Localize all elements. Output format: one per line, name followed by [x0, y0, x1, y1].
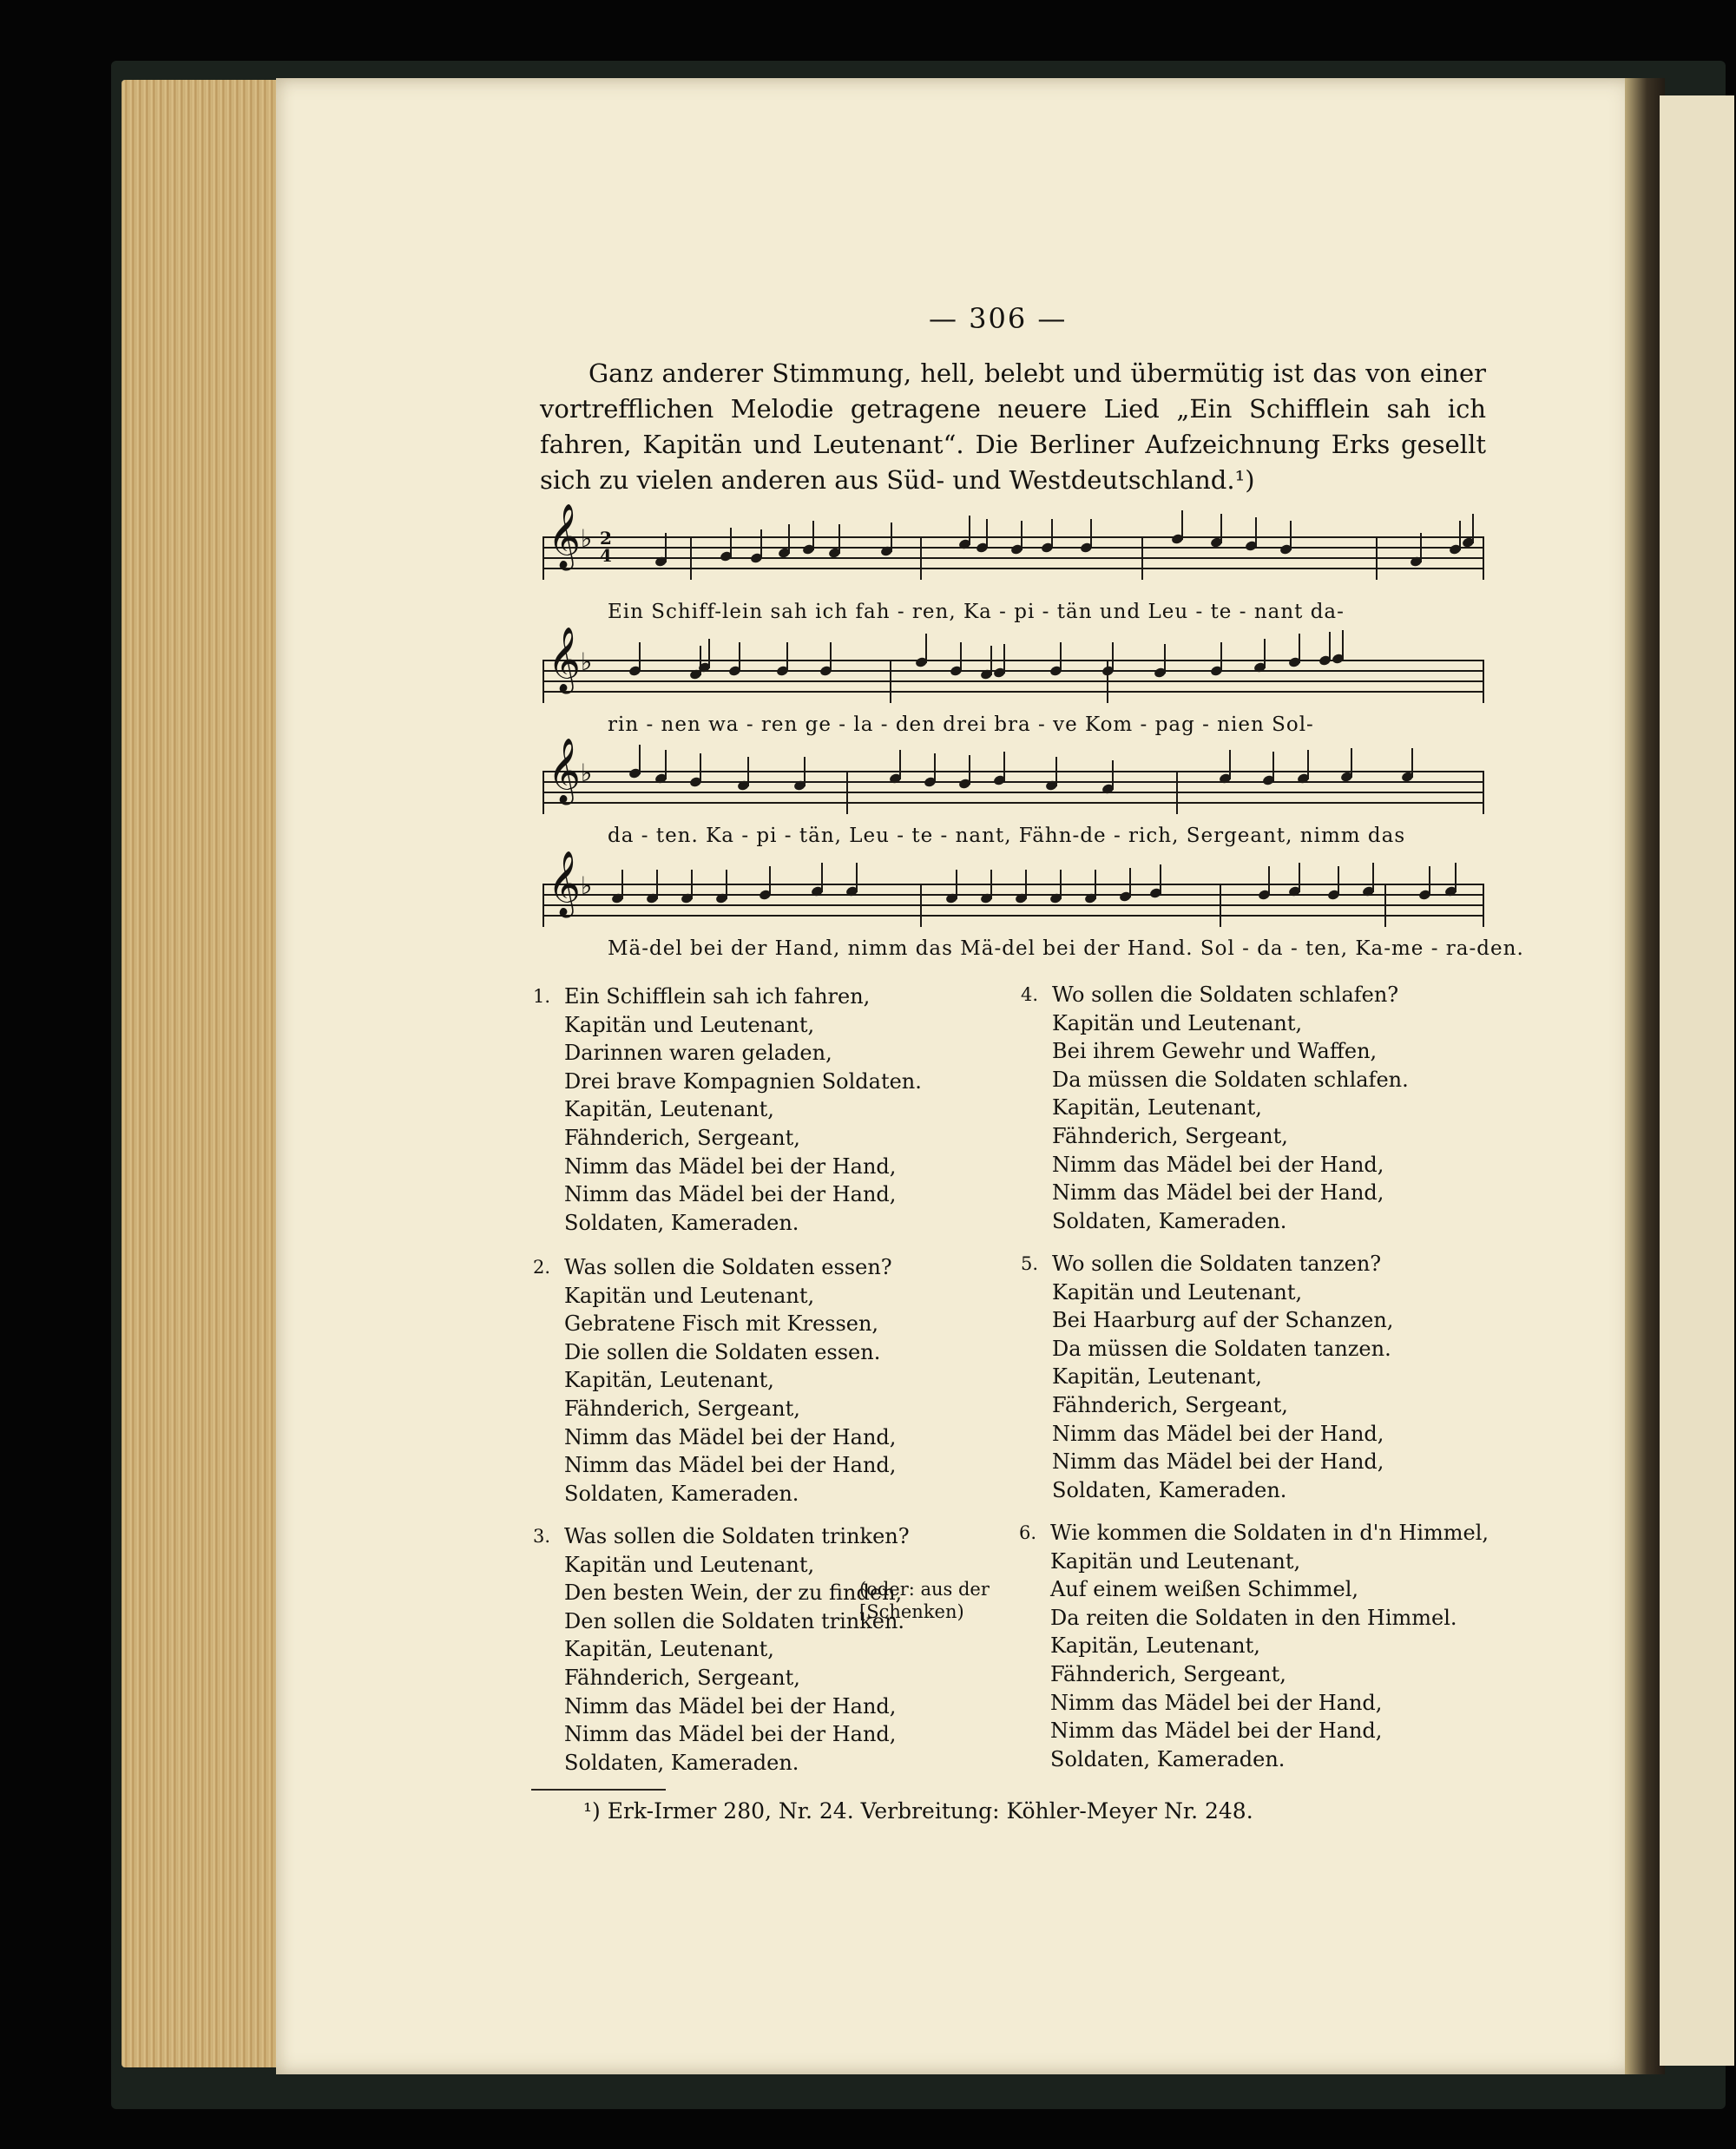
verse-line: Da müssen die Soldaten schlafen. — [1052, 1067, 1409, 1092]
note-stem — [639, 745, 641, 774]
note-stem — [1342, 630, 1344, 660]
note-stem — [969, 755, 970, 785]
verse-line: Darinnen waren geladen, — [564, 1041, 832, 1066]
bar-line — [1483, 884, 1484, 927]
note-stem — [990, 870, 992, 899]
footnote: ¹) Erk-Irmer 280, Nr. 24. Verbreitung: Köhler-Meyer Nr. 248. — [583, 1798, 1253, 1824]
note-stem — [1220, 642, 1222, 672]
note-stem — [821, 863, 823, 892]
bar-line — [1376, 536, 1378, 580]
bar-line — [1483, 660, 1484, 703]
note-stem — [990, 646, 992, 675]
note-stem — [726, 870, 727, 899]
note-stem — [1055, 757, 1057, 786]
note-stem — [1181, 510, 1183, 540]
verse-number: 6. — [1019, 1522, 1037, 1543]
bar-line — [1384, 884, 1386, 927]
verse-line: Wo sollen die Soldaten tanzen? — [1052, 1252, 1382, 1276]
verse-line: Nimm das Mädel bei der Hand, — [564, 1722, 897, 1747]
verse-line: Fähnderich, Sergeant, — [1050, 1661, 1286, 1686]
note-stem — [788, 524, 790, 554]
note-stem — [1003, 752, 1005, 781]
music-staff-1 — [542, 504, 1484, 569]
bar-line — [1220, 884, 1221, 927]
verse-line: Nimm das Mädel bei der Hand, — [564, 1693, 897, 1719]
flat-key-icon: ♭ — [581, 647, 593, 676]
bar-line — [890, 660, 891, 703]
verse-line: Kapitän und Leutenant, — [564, 1283, 815, 1308]
verse-line: Wie kommen die Soldaten in d'n Himmel, — [1050, 1521, 1489, 1545]
note-stem — [891, 522, 892, 552]
note-stem — [1112, 760, 1114, 790]
note-stem — [960, 642, 962, 672]
verse-line: Fähnderich, Sergeant, — [1052, 1123, 1288, 1148]
lyric-line-2: rin - nen wa - ren ge - la - den drei bra - ve Kom - pag - nien Sol- — [608, 713, 1314, 736]
verse-line: Nimm das Mädel bei der Hand, — [1052, 1152, 1384, 1177]
note-stem — [1338, 866, 1339, 896]
verse-line: Fähnderich, Sergeant, — [564, 1125, 800, 1150]
verse-line: Was sollen die Soldaten essen? — [564, 1255, 892, 1279]
note-stem — [665, 750, 667, 779]
bar-line — [920, 884, 922, 927]
verse-line: Kapitän, Leutenant, — [1052, 1095, 1262, 1121]
verse-line: Was sollen die Soldaten trinken? — [564, 1524, 910, 1548]
note-stem — [760, 529, 762, 559]
note-stem — [1290, 521, 1292, 550]
note-stem — [1411, 748, 1413, 778]
note-stem — [1420, 533, 1422, 562]
note-stem — [708, 639, 710, 668]
flat-key-icon: ♭ — [581, 759, 593, 787]
verse-line: Nimm das Mädel bei der Hand, — [564, 1153, 897, 1179]
note-stem — [1299, 634, 1300, 663]
note-stem — [769, 866, 771, 896]
music-staff-3 — [542, 739, 1484, 804]
time-signature: 2 4 — [600, 528, 612, 566]
verse-line: Kapitän, Leutenant, — [564, 1637, 774, 1662]
note-stem — [1299, 863, 1300, 892]
note-stem — [830, 642, 832, 672]
verse-5 — [1021, 1250, 1394, 1504]
note-stem — [1129, 868, 1131, 897]
note-stem — [1160, 864, 1161, 894]
note-stem — [1307, 750, 1309, 779]
note-stem — [691, 870, 693, 899]
verse-line: Kapitän, Leutenant, — [564, 1368, 774, 1393]
verse-number: 1. — [533, 986, 551, 1007]
note-stem — [899, 750, 901, 779]
note-stem — [1229, 750, 1231, 779]
verse-line: Nimm das Mädel bei der Hand, — [1052, 1449, 1384, 1475]
verse-line: Nimm das Mädel bei der Hand, — [1050, 1719, 1383, 1744]
note-stem — [747, 757, 749, 786]
verse-line: Soldaten, Kameraden. — [1052, 1208, 1287, 1233]
verse-line: Drei brave Kompagnien Soldaten. — [564, 1068, 922, 1094]
verse-3-variant-note: (oder: aus der [Schenken) — [859, 1579, 990, 1622]
note-stem — [812, 521, 814, 550]
intro-paragraph — [540, 356, 1486, 498]
verse-line: Soldaten, Kameraden. — [564, 1750, 799, 1775]
note-stem — [1051, 519, 1053, 549]
verse-1 — [533, 982, 922, 1237]
verse-line: Nimm das Mädel bei der Hand, — [564, 1182, 897, 1207]
note-stem — [1090, 519, 1092, 549]
note-stem — [925, 634, 927, 663]
bar-line — [846, 771, 848, 814]
note-stem — [1003, 644, 1005, 674]
note-stem — [656, 870, 658, 899]
verse-line: Kapitän und Leutenant, — [1050, 1548, 1301, 1574]
bar-line — [1141, 536, 1143, 580]
verse-line: Kapitän und Leutenant, — [1052, 1279, 1303, 1305]
bar-line — [1483, 536, 1484, 580]
note-stem — [1272, 752, 1274, 781]
note-stem — [621, 870, 623, 899]
bar-line — [1176, 771, 1178, 814]
bar-line — [1483, 771, 1484, 814]
verse-line: Kapitän, Leutenant, — [1050, 1633, 1260, 1659]
note-stem — [1164, 644, 1166, 674]
verse-3 — [533, 1522, 910, 1777]
intro-text: Ganz anderer Stimmung, hell, belebt und übermütig ist das von einer vortrefflichen Melodie getragene neuere Lied „Ein Schifflein sah ich fahren, Kapitän und Leutenant“. Die Berliner Aufzeichnung Erks gesellt sich zu vielen anderen aus Süd- und Westdeutschland.¹) — [540, 358, 1486, 495]
note-stem — [956, 870, 957, 899]
page-edges — [122, 80, 279, 2067]
verse-line: Wo sollen die Soldaten schlafen? — [1052, 982, 1399, 1007]
treble-clef-icon: 𝄞 — [548, 628, 581, 692]
note-stem — [1095, 870, 1096, 899]
verse-line: Fähnderich, Sergeant, — [1052, 1392, 1288, 1417]
verse-line: Fähnderich, Sergeant, — [564, 1665, 800, 1690]
note-stem — [1021, 521, 1023, 550]
note-stem — [1429, 866, 1430, 896]
note-stem — [1264, 639, 1266, 668]
verse-line: Kapitän, Leutenant, — [1052, 1364, 1262, 1390]
note-stem — [804, 757, 806, 786]
verse-line: Da reiten die Soldaten in den Himmel. — [1050, 1605, 1457, 1630]
note-stem — [969, 516, 970, 545]
verse-line: Nimm das Mädel bei der Hand, — [1052, 1421, 1384, 1446]
verse-number: 5. — [1021, 1253, 1039, 1274]
lyric-line-3: da - ten. Ka - pi - tän, Leu - te - nant, Fähn-de - rich, Sergeant, nimm das — [608, 825, 1406, 847]
note-stem — [1372, 863, 1374, 892]
treble-clef-icon: 𝄞 — [548, 504, 581, 568]
treble-clef-icon: 𝄞 — [548, 739, 581, 803]
verse-line: Den sollen die Soldaten trinken. — [564, 1608, 905, 1633]
note-stem — [838, 524, 840, 554]
verse-line: Bei Haarburg auf der Schanzen, — [1052, 1308, 1394, 1333]
verse-2 — [533, 1253, 897, 1508]
verse-6 — [1019, 1519, 1489, 1773]
note-stem — [934, 753, 936, 783]
note-stem — [665, 533, 667, 562]
verse-line: Ein Schifflein sah ich fahren, — [564, 984, 871, 1009]
verse-line: Nimm das Mädel bei der Hand, — [564, 1453, 897, 1478]
note-stem — [786, 642, 788, 672]
verse-line: Nimm das Mädel bei der Hand, — [564, 1424, 897, 1449]
note-stem — [986, 519, 988, 549]
note-stem — [1455, 863, 1457, 892]
flat-key-icon: ♭ — [581, 871, 593, 900]
verse-number: 4. — [1021, 984, 1039, 1005]
verse-line: Bei ihrem Gewehr und Waffen, — [1052, 1039, 1378, 1064]
verse-line: Kapitän und Leutenant, — [564, 1552, 815, 1577]
verse-line: Nimm das Mädel bei der Hand, — [1050, 1690, 1383, 1715]
footnote-rule — [531, 1789, 666, 1791]
note-stem — [739, 642, 740, 672]
note-stem — [1255, 517, 1257, 547]
verse-line: Soldaten, Kameraden. — [564, 1210, 799, 1235]
note-stem — [856, 863, 858, 892]
verse-line: Soldaten, Kameraden. — [1052, 1477, 1287, 1502]
verse-number: 2. — [533, 1257, 551, 1278]
note-stem — [639, 642, 641, 672]
verse-line: Auf einem weißen Schimmel, — [1050, 1577, 1359, 1602]
verse-line: Die sollen die Soldaten essen. — [564, 1339, 881, 1364]
lyric-line-1: Ein Schiff-lein sah ich fah - ren, Ka - pi - tän und Leu - te - nant da- — [608, 601, 1345, 623]
verse-line: Soldaten, Kameraden. — [564, 1481, 799, 1506]
verse-line: Den besten Wein, der zu finden, — [564, 1581, 903, 1606]
lyric-line-4: Mä-del bei der Hand, nimm das Mä-del bei der Hand. Sol - da - ten, Ka-me - ra-den. — [608, 937, 1524, 960]
bar-line — [690, 536, 692, 580]
verse-line: Fähnderich, Sergeant, — [564, 1396, 800, 1421]
note-stem — [1329, 632, 1331, 661]
note-stem — [1268, 866, 1270, 896]
note-stem — [700, 753, 701, 783]
treble-clef-icon: 𝄞 — [548, 851, 581, 916]
verse-number: 3. — [533, 1526, 551, 1547]
verse-line: Kapitän und Leutenant, — [564, 1012, 815, 1037]
flat-key-icon: ♭ — [581, 524, 593, 553]
verse-line: Kapitän, Leutenant, — [564, 1097, 774, 1122]
bar-line — [920, 536, 922, 580]
note-stem — [1472, 514, 1474, 543]
note-stem — [1025, 870, 1027, 899]
music-staff-4 — [542, 851, 1484, 917]
verse-line: Kapitän und Leutenant, — [1052, 1010, 1303, 1035]
verse-line: Soldaten, Kameraden. — [1050, 1746, 1286, 1771]
verse-4 — [1021, 981, 1409, 1235]
verse-line: Nimm das Mädel bei der Hand, — [1052, 1180, 1384, 1206]
note-stem — [1220, 514, 1222, 543]
note-stem — [1459, 521, 1461, 550]
note-stem — [1112, 642, 1114, 672]
note-stem — [1060, 870, 1062, 899]
music-staff-2 — [542, 628, 1484, 693]
note-stem — [730, 528, 732, 557]
facing-page-edge — [1660, 95, 1734, 2066]
page-number: — 306 — — [929, 302, 1068, 335]
note-stem — [1060, 642, 1062, 672]
verse-line: Gebratene Fisch mit Kressen, — [564, 1311, 879, 1337]
verse-line: Da müssen die Soldaten tanzen. — [1052, 1336, 1391, 1361]
note-stem — [1351, 748, 1352, 778]
